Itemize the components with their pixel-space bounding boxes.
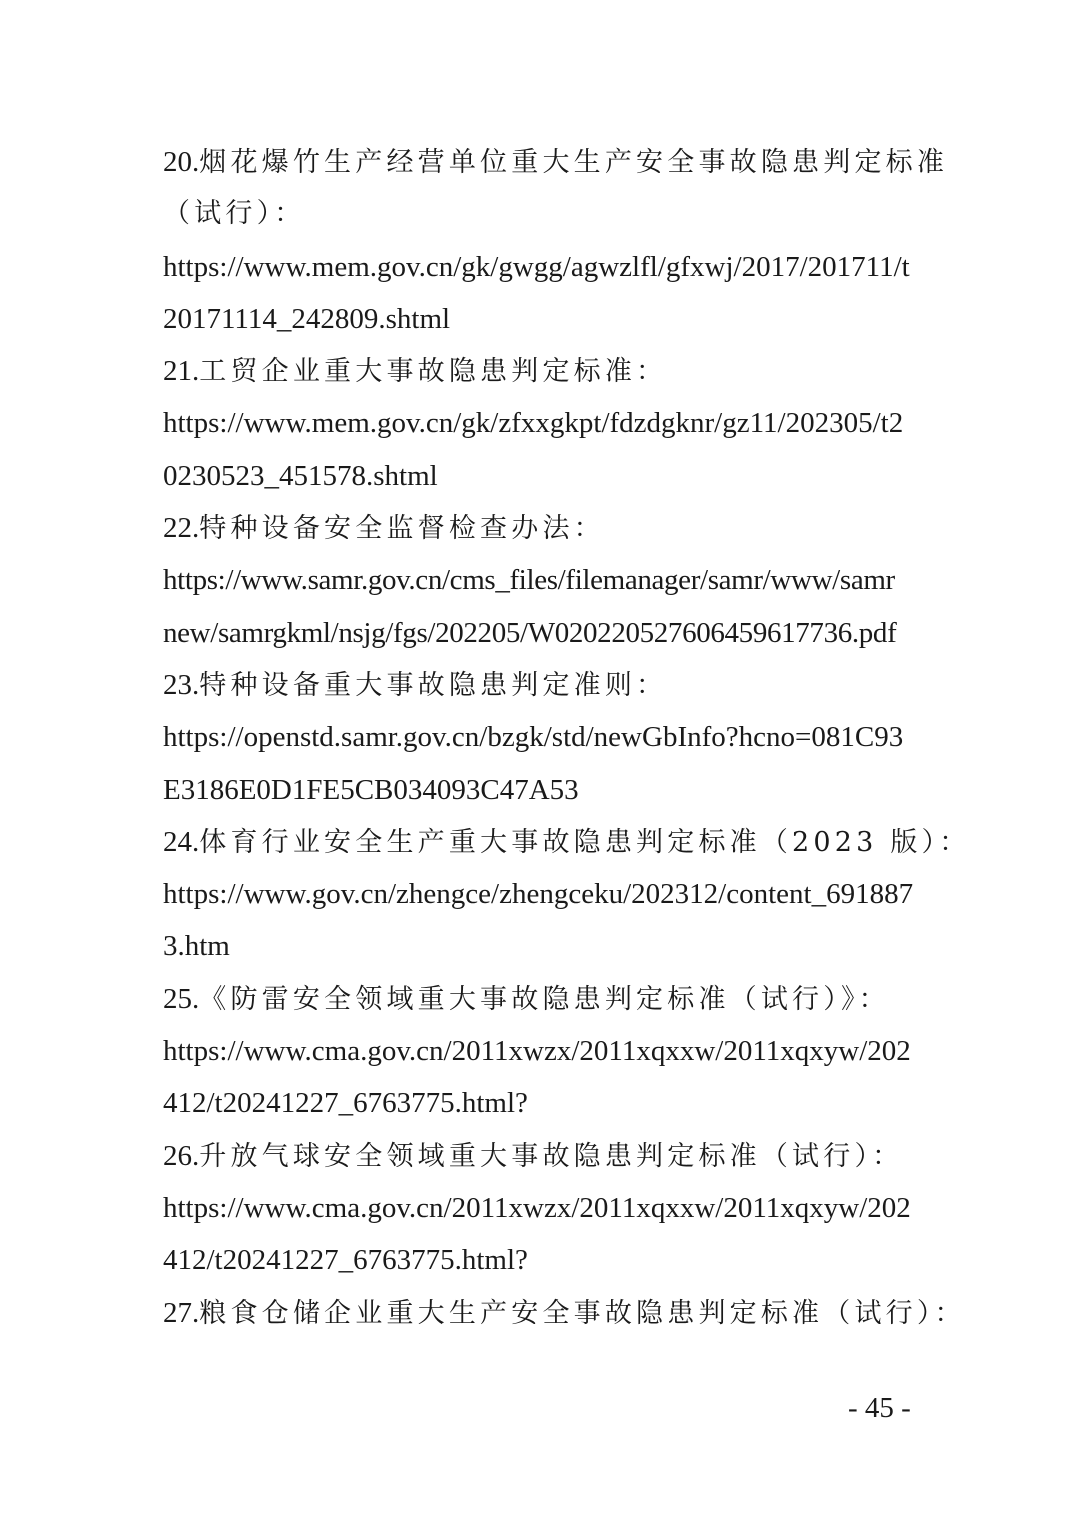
item-title: （试行）： — [163, 198, 306, 230]
item-number: 24. — [163, 825, 200, 858]
list-item-heading — [163, 136, 949, 188]
page-number: - 45 - — [848, 1392, 911, 1424]
url-line[interactable]: 412/t20241227_6763775.html? — [163, 1244, 528, 1277]
url-line[interactable]: https://www.mem.gov.cn/gk/gwgg/agwzlfl/gfxwj/2017/201711/t — [163, 250, 910, 283]
item-title: 粮食仓储企业重大生产安全事故隐患判定标准（试行）： — [199, 1297, 966, 1329]
list-item-heading — [163, 1287, 966, 1339]
list-item-heading-continued — [163, 188, 915, 240]
url-line[interactable]: https://www.samr.gov.cn/cms_files/filemanager/samr/www/samr — [163, 564, 895, 597]
item-number: 21. — [163, 355, 200, 388]
item-number: 25. — [163, 982, 200, 1015]
url-line[interactable]: new/samrgkml/nsjg/fgs/202205/W020220527606459617736.pdf — [163, 616, 897, 649]
list-item-heading — [163, 973, 915, 1025]
url-line[interactable]: https://www.cma.gov.cn/2011xwzx/2011xqxxw/2011xqxyw/202 — [163, 1035, 911, 1068]
item-title: 特种设备安全监督检查办法： — [199, 513, 605, 545]
item-number: 23. — [163, 668, 200, 701]
url-line[interactable]: 412/t20241227_6763775.html? — [163, 1087, 528, 1120]
list-item-heading — [163, 345, 915, 397]
item-title: 体育行业安全生产重大事故隐患判定标准（2023 版）： — [199, 826, 971, 858]
url-line[interactable]: 0230523_451578.shtml — [163, 459, 438, 492]
item-title: 《防雷安全领域重大事故隐患判定标准（试行）》： — [199, 983, 890, 1015]
item-title: 烟花爆竹生产经营单位重大生产安全事故隐患判定标准 — [199, 147, 949, 178]
url-line[interactable]: https://www.mem.gov.cn/gk/zfxxgkpt/fdzdgknr/gz11/202305/t2 — [163, 407, 904, 440]
item-title: 特种设备重大事故隐患判定准则： — [199, 669, 668, 701]
item-title: 升放气球安全领域重大事故隐患判定标准（试行）： — [199, 1140, 904, 1172]
url-line[interactable]: https://www.gov.cn/zhengce/zhengceku/202312/content_691887 — [163, 878, 914, 911]
url-line[interactable]: 20171114_242809.shtml — [163, 302, 451, 335]
item-number: 20. — [163, 146, 200, 178]
list-item-heading — [163, 1130, 915, 1182]
url-line[interactable]: https://www.cma.gov.cn/2011xwzx/2011xqxxw/2011xqxyw/202 — [163, 1191, 911, 1224]
item-number: 27. — [163, 1296, 200, 1329]
list-item-heading — [163, 816, 971, 868]
url-line[interactable]: E3186E0D1FE5CB034093C47A53 — [163, 773, 579, 806]
url-line[interactable]: 3.htm — [163, 930, 230, 963]
item-number: 22. — [163, 512, 200, 545]
document-body — [163, 136, 971, 1339]
url-line[interactable]: https://openstd.samr.gov.cn/bzgk/std/newGbInfo?hcno=081C93 — [163, 721, 904, 754]
list-item-heading — [163, 502, 915, 554]
item-number: 26. — [163, 1139, 200, 1172]
item-title: 工贸企业重大事故隐患判定标准： — [199, 356, 668, 388]
list-item-heading — [163, 659, 915, 711]
